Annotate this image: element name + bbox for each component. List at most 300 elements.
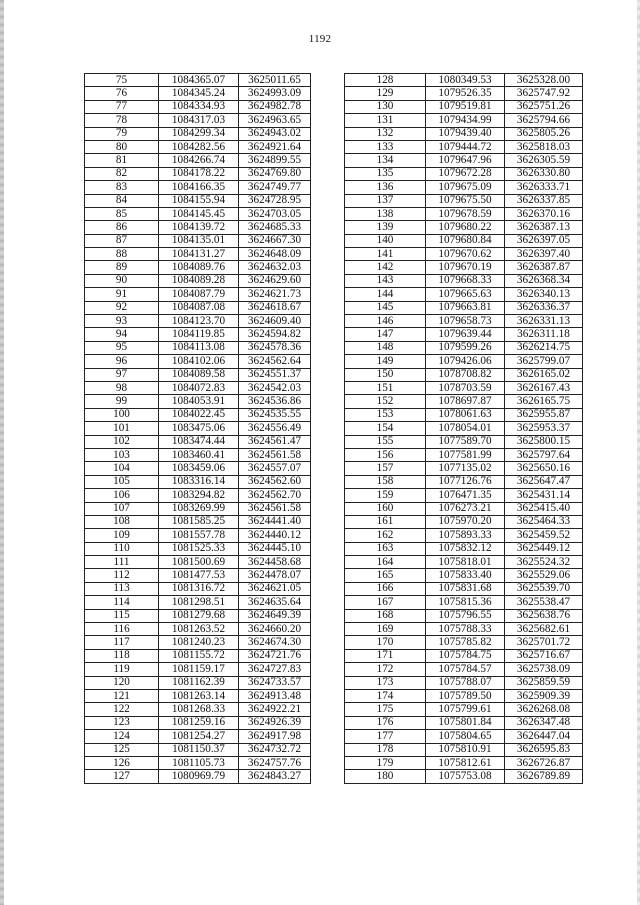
x-coordinate-cell: 1083459.06	[159, 462, 239, 475]
table-row	[85, 542, 311, 555]
point-number-cell: 167	[345, 596, 426, 609]
point-number-cell: 148	[345, 341, 426, 354]
point-number-cell: 140	[345, 234, 426, 247]
table-row	[85, 676, 311, 689]
point-number-cell: 111	[85, 556, 159, 569]
table-row	[85, 100, 311, 113]
table-row	[85, 355, 311, 368]
y-coordinate-cell: 3624685.33	[239, 221, 311, 234]
y-coordinate-cell: 3624667.30	[239, 234, 311, 247]
y-coordinate-cell: 3624445.10	[239, 542, 311, 555]
y-coordinate-cell: 3624913.48	[239, 689, 311, 702]
x-coordinate-cell: 1078697.87	[426, 395, 505, 408]
x-coordinate-cell: 1083474.44	[159, 435, 239, 448]
point-number-cell: 128	[345, 74, 426, 87]
y-coordinate-cell: 3625529.06	[505, 569, 583, 582]
point-number-cell: 126	[85, 756, 159, 769]
point-number-cell: 147	[345, 328, 426, 341]
x-coordinate-cell: 1084145.45	[159, 207, 239, 220]
y-coordinate-cell: 3624943.02	[239, 127, 311, 140]
point-number-cell: 113	[85, 582, 159, 595]
table-row	[85, 381, 311, 394]
coordinate-table-left	[84, 73, 311, 784]
point-number-cell: 115	[85, 609, 159, 622]
y-coordinate-cell: 3624609.40	[239, 315, 311, 328]
point-number-cell: 78	[85, 114, 159, 127]
x-coordinate-cell: 1084166.35	[159, 181, 239, 194]
x-coordinate-cell: 1079680.84	[426, 234, 505, 247]
x-coordinate-cell: 1083475.06	[159, 422, 239, 435]
y-coordinate-cell: 3625449.12	[505, 542, 583, 555]
point-number-cell: 171	[345, 649, 426, 662]
x-coordinate-cell: 1084334.93	[159, 100, 239, 113]
table-row	[85, 194, 311, 207]
y-coordinate-cell: 3624632.03	[239, 261, 311, 274]
table-row	[345, 381, 583, 394]
point-number-cell: 144	[345, 288, 426, 301]
table-row	[345, 623, 583, 636]
y-coordinate-cell: 3626387.13	[505, 221, 583, 234]
table-row	[345, 221, 583, 234]
table-row	[345, 74, 583, 87]
x-coordinate-cell: 1084282.56	[159, 140, 239, 153]
y-coordinate-cell: 3624542.03	[239, 381, 311, 394]
point-number-cell: 98	[85, 381, 159, 394]
table-row	[345, 435, 583, 448]
point-number-cell: 119	[85, 663, 159, 676]
y-coordinate-cell: 3625638.76	[505, 609, 583, 622]
x-coordinate-cell: 1076273.21	[426, 502, 505, 515]
y-coordinate-cell: 3625431.14	[505, 489, 583, 502]
table-row	[345, 529, 583, 542]
table-row	[85, 127, 311, 140]
x-coordinate-cell: 1075804.65	[426, 730, 505, 743]
point-number-cell: 105	[85, 475, 159, 488]
table-row	[85, 609, 311, 622]
point-number-cell: 108	[85, 515, 159, 528]
x-coordinate-cell: 1081298.51	[159, 596, 239, 609]
point-number-cell: 102	[85, 435, 159, 448]
x-coordinate-cell: 1084102.06	[159, 355, 239, 368]
table-row	[85, 167, 311, 180]
point-number-cell: 117	[85, 636, 159, 649]
point-number-cell: 162	[345, 529, 426, 542]
table-row	[85, 248, 311, 261]
y-coordinate-cell: 3625716.67	[505, 649, 583, 662]
y-coordinate-cell: 3625011.65	[239, 74, 311, 87]
y-coordinate-cell: 3624441.40	[239, 515, 311, 528]
x-coordinate-cell: 1079665.63	[426, 288, 505, 301]
point-number-cell: 103	[85, 448, 159, 461]
y-coordinate-cell: 3625539.70	[505, 582, 583, 595]
table-row	[345, 341, 583, 354]
y-coordinate-cell: 3624618.67	[239, 301, 311, 314]
y-coordinate-cell: 3624843.27	[239, 770, 311, 783]
y-coordinate-cell: 3624458.68	[239, 556, 311, 569]
y-coordinate-cell: 3625524.32	[505, 556, 583, 569]
x-coordinate-cell: 1081263.14	[159, 689, 239, 702]
y-coordinate-cell: 3624648.09	[239, 248, 311, 261]
table-row	[85, 448, 311, 461]
x-coordinate-cell: 1079680.22	[426, 221, 505, 234]
point-number-cell: 106	[85, 489, 159, 502]
y-coordinate-cell: 3624922.21	[239, 703, 311, 716]
x-coordinate-cell: 1084113.08	[159, 341, 239, 354]
table-row	[85, 315, 311, 328]
table-row	[345, 154, 583, 167]
table-row	[345, 515, 583, 528]
x-coordinate-cell: 1079675.09	[426, 181, 505, 194]
y-coordinate-cell: 3625738.09	[505, 663, 583, 676]
table-row	[345, 609, 583, 622]
x-coordinate-cell: 1075831.68	[426, 582, 505, 595]
x-coordinate-cell: 1081279.68	[159, 609, 239, 622]
table-row	[345, 288, 583, 301]
point-number-cell: 169	[345, 623, 426, 636]
table-row	[345, 422, 583, 435]
point-number-cell: 92	[85, 301, 159, 314]
y-coordinate-cell: 3624478.07	[239, 569, 311, 582]
point-number-cell: 161	[345, 515, 426, 528]
x-coordinate-cell: 1081585.25	[159, 515, 239, 528]
x-coordinate-cell: 1075784.75	[426, 649, 505, 662]
x-coordinate-cell: 1075833.40	[426, 569, 505, 582]
point-number-cell: 85	[85, 207, 159, 220]
y-coordinate-cell: 3624733.57	[239, 676, 311, 689]
table-row	[345, 261, 583, 274]
x-coordinate-cell: 1075789.50	[426, 689, 505, 702]
x-coordinate-cell: 1075799.61	[426, 703, 505, 716]
y-coordinate-cell: 3624535.55	[239, 408, 311, 421]
x-coordinate-cell: 1077589.70	[426, 435, 505, 448]
table-row	[85, 770, 311, 783]
y-coordinate-cell: 3626268.08	[505, 703, 583, 716]
point-number-cell: 95	[85, 341, 159, 354]
point-number-cell: 168	[345, 609, 426, 622]
table-row	[85, 703, 311, 716]
point-number-cell: 138	[345, 207, 426, 220]
point-number-cell: 110	[85, 542, 159, 555]
point-number-cell: 131	[345, 114, 426, 127]
y-coordinate-cell: 3625682.61	[505, 623, 583, 636]
x-coordinate-cell: 1075970.20	[426, 515, 505, 528]
y-coordinate-cell: 3626336.37	[505, 301, 583, 314]
x-coordinate-cell: 1075818.01	[426, 556, 505, 569]
point-number-cell: 149	[345, 355, 426, 368]
x-coordinate-cell: 1084155.94	[159, 194, 239, 207]
x-coordinate-cell: 1084139.72	[159, 221, 239, 234]
x-coordinate-cell: 1081155.72	[159, 649, 239, 662]
point-number-cell: 156	[345, 448, 426, 461]
table-row	[345, 475, 583, 488]
y-coordinate-cell: 3624993.09	[239, 87, 311, 100]
x-coordinate-cell: 1084053.91	[159, 395, 239, 408]
point-number-cell: 116	[85, 623, 159, 636]
table-row	[345, 328, 583, 341]
y-coordinate-cell: 3624926.39	[239, 716, 311, 729]
y-coordinate-cell: 3626368.34	[505, 274, 583, 287]
y-coordinate-cell: 3625647.47	[505, 475, 583, 488]
x-coordinate-cell: 1075810.91	[426, 743, 505, 756]
table-row	[345, 663, 583, 676]
table-row	[85, 743, 311, 756]
table-row	[345, 569, 583, 582]
table-row	[345, 703, 583, 716]
point-number-cell: 164	[345, 556, 426, 569]
point-number-cell: 76	[85, 87, 159, 100]
point-number-cell: 178	[345, 743, 426, 756]
y-coordinate-cell: 3626165.02	[505, 368, 583, 381]
y-coordinate-cell: 3625818.03	[505, 140, 583, 153]
y-coordinate-cell: 3626337.85	[505, 194, 583, 207]
y-coordinate-cell: 3626397.40	[505, 248, 583, 261]
table-row	[85, 301, 311, 314]
x-coordinate-cell: 1084119.85	[159, 328, 239, 341]
x-coordinate-cell: 1079678.59	[426, 207, 505, 220]
y-coordinate-cell: 3625464.33	[505, 515, 583, 528]
x-coordinate-cell: 1075784.57	[426, 663, 505, 676]
point-number-cell: 143	[345, 274, 426, 287]
point-number-cell: 146	[345, 315, 426, 328]
y-coordinate-cell: 3625751.26	[505, 100, 583, 113]
x-coordinate-cell: 1080969.79	[159, 770, 239, 783]
table-row	[345, 502, 583, 515]
table-row	[85, 341, 311, 354]
x-coordinate-cell: 1081150.37	[159, 743, 239, 756]
table-row	[85, 422, 311, 435]
point-number-cell: 104	[85, 462, 159, 475]
x-coordinate-cell: 1079639.44	[426, 328, 505, 341]
point-number-cell: 135	[345, 167, 426, 180]
y-coordinate-cell: 3624578.36	[239, 341, 311, 354]
y-coordinate-cell: 3626726.87	[505, 756, 583, 769]
y-coordinate-cell: 3625799.07	[505, 355, 583, 368]
table-row	[345, 730, 583, 743]
table-row	[85, 154, 311, 167]
table-row	[85, 221, 311, 234]
table-row	[345, 315, 583, 328]
x-coordinate-cell: 1084089.58	[159, 368, 239, 381]
point-number-cell: 124	[85, 730, 159, 743]
point-number-cell: 163	[345, 542, 426, 555]
point-number-cell: 107	[85, 502, 159, 515]
y-coordinate-cell: 3625415.40	[505, 502, 583, 515]
table-row	[345, 743, 583, 756]
x-coordinate-cell: 1079672.28	[426, 167, 505, 180]
table-row	[85, 556, 311, 569]
y-coordinate-cell: 3624621.73	[239, 288, 311, 301]
y-coordinate-cell: 3626311.18	[505, 328, 583, 341]
table-row	[345, 248, 583, 261]
point-number-cell: 125	[85, 743, 159, 756]
point-number-cell: 79	[85, 127, 159, 140]
table-row	[85, 87, 311, 100]
x-coordinate-cell: 1084022.45	[159, 408, 239, 421]
point-number-cell: 145	[345, 301, 426, 314]
y-coordinate-cell: 3624721.76	[239, 649, 311, 662]
point-number-cell: 139	[345, 221, 426, 234]
point-number-cell: 91	[85, 288, 159, 301]
table-row	[85, 596, 311, 609]
y-coordinate-cell: 3624621.05	[239, 582, 311, 595]
y-coordinate-cell: 3624963.65	[239, 114, 311, 127]
table-row	[85, 716, 311, 729]
table-row	[345, 542, 583, 555]
y-coordinate-cell: 3624635.64	[239, 596, 311, 609]
point-number-cell: 90	[85, 274, 159, 287]
y-coordinate-cell: 3624982.78	[239, 100, 311, 113]
y-coordinate-cell: 3625909.39	[505, 689, 583, 702]
point-number-cell: 172	[345, 663, 426, 676]
point-number-cell: 142	[345, 261, 426, 274]
table-row	[85, 207, 311, 220]
x-coordinate-cell: 1084135.01	[159, 234, 239, 247]
point-number-cell: 133	[345, 140, 426, 153]
x-coordinate-cell: 1081268.33	[159, 703, 239, 716]
y-coordinate-cell: 3626595.83	[505, 743, 583, 756]
y-coordinate-cell: 3624556.49	[239, 422, 311, 435]
y-coordinate-cell: 3624594.82	[239, 328, 311, 341]
point-number-cell: 166	[345, 582, 426, 595]
x-coordinate-cell: 1081525.33	[159, 542, 239, 555]
y-coordinate-cell: 3624703.05	[239, 207, 311, 220]
x-coordinate-cell: 1083316.14	[159, 475, 239, 488]
point-number-cell: 158	[345, 475, 426, 488]
point-number-cell: 130	[345, 100, 426, 113]
table-row	[85, 569, 311, 582]
x-coordinate-cell: 1079439.40	[426, 127, 505, 140]
point-number-cell: 176	[345, 716, 426, 729]
point-number-cell: 83	[85, 181, 159, 194]
x-coordinate-cell: 1079668.33	[426, 274, 505, 287]
table-row	[85, 462, 311, 475]
y-coordinate-cell: 3625701.72	[505, 636, 583, 649]
x-coordinate-cell: 1078703.59	[426, 381, 505, 394]
y-coordinate-cell: 3624732.72	[239, 743, 311, 756]
x-coordinate-cell: 1084089.28	[159, 274, 239, 287]
point-number-cell: 93	[85, 315, 159, 328]
point-number-cell: 112	[85, 569, 159, 582]
point-number-cell: 82	[85, 167, 159, 180]
point-number-cell: 123	[85, 716, 159, 729]
y-coordinate-cell: 3624562.70	[239, 489, 311, 502]
table-row	[345, 462, 583, 475]
table-row	[85, 649, 311, 662]
point-number-cell: 109	[85, 529, 159, 542]
x-coordinate-cell: 1079670.19	[426, 261, 505, 274]
x-coordinate-cell: 1081316.72	[159, 582, 239, 595]
x-coordinate-cell: 1075753.08	[426, 770, 505, 783]
table-row	[85, 140, 311, 153]
table-row	[85, 395, 311, 408]
x-coordinate-cell: 1084345.24	[159, 87, 239, 100]
y-coordinate-cell: 3624899.55	[239, 154, 311, 167]
point-number-cell: 137	[345, 194, 426, 207]
point-number-cell: 132	[345, 127, 426, 140]
y-coordinate-cell: 3625859.59	[505, 676, 583, 689]
x-coordinate-cell: 1081263.52	[159, 623, 239, 636]
table-row	[85, 74, 311, 87]
point-number-cell: 89	[85, 261, 159, 274]
point-number-cell: 122	[85, 703, 159, 716]
y-coordinate-cell: 3626340.13	[505, 288, 583, 301]
point-number-cell: 75	[85, 74, 159, 87]
point-number-cell: 174	[345, 689, 426, 702]
x-coordinate-cell: 1079670.62	[426, 248, 505, 261]
point-number-cell: 81	[85, 154, 159, 167]
y-coordinate-cell: 3624728.95	[239, 194, 311, 207]
table-row	[345, 676, 583, 689]
table-row	[345, 114, 583, 127]
table-row	[345, 301, 583, 314]
table-row	[345, 395, 583, 408]
point-number-cell: 152	[345, 395, 426, 408]
x-coordinate-cell: 1079599.26	[426, 341, 505, 354]
x-coordinate-cell: 1079658.73	[426, 315, 505, 328]
point-number-cell: 153	[345, 408, 426, 421]
x-coordinate-cell: 1080349.53	[426, 74, 505, 87]
table-row	[85, 274, 311, 287]
point-number-cell: 150	[345, 368, 426, 381]
point-number-cell: 101	[85, 422, 159, 435]
y-coordinate-cell: 3624562.60	[239, 475, 311, 488]
table-row	[345, 100, 583, 113]
y-coordinate-cell: 3625955.87	[505, 408, 583, 421]
x-coordinate-cell: 1077126.76	[426, 475, 505, 488]
y-coordinate-cell: 3624629.60	[239, 274, 311, 287]
x-coordinate-cell: 1075815.36	[426, 596, 505, 609]
y-coordinate-cell: 3624551.37	[239, 368, 311, 381]
y-coordinate-cell: 3626387.87	[505, 261, 583, 274]
coordinate-table-left-body	[85, 74, 311, 784]
point-number-cell: 77	[85, 100, 159, 113]
table-row	[85, 502, 311, 515]
table-row	[85, 636, 311, 649]
x-coordinate-cell: 1081159.17	[159, 663, 239, 676]
y-coordinate-cell: 3625805.26	[505, 127, 583, 140]
y-coordinate-cell: 3625459.52	[505, 529, 583, 542]
x-coordinate-cell: 1084365.07	[159, 74, 239, 87]
y-coordinate-cell: 3624769.80	[239, 167, 311, 180]
x-coordinate-cell: 1075832.12	[426, 542, 505, 555]
x-coordinate-cell: 1079526.35	[426, 87, 505, 100]
x-coordinate-cell: 1084089.76	[159, 261, 239, 274]
table-row	[345, 689, 583, 702]
x-coordinate-cell: 1079444.72	[426, 140, 505, 153]
coordinate-table-right-body	[345, 74, 583, 784]
table-row	[345, 140, 583, 153]
y-coordinate-cell: 3624440.12	[239, 529, 311, 542]
table-row	[85, 489, 311, 502]
x-coordinate-cell: 1084317.03	[159, 114, 239, 127]
x-coordinate-cell: 1075788.07	[426, 676, 505, 689]
table-row	[85, 408, 311, 421]
y-coordinate-cell: 3626370.16	[505, 207, 583, 220]
y-coordinate-cell: 3626167.43	[505, 381, 583, 394]
y-coordinate-cell: 3624674.30	[239, 636, 311, 649]
point-number-cell: 173	[345, 676, 426, 689]
point-number-cell: 160	[345, 502, 426, 515]
x-coordinate-cell: 1079426.06	[426, 355, 505, 368]
y-coordinate-cell: 3626397.05	[505, 234, 583, 247]
table-row	[85, 663, 311, 676]
table-row	[345, 556, 583, 569]
x-coordinate-cell: 1081477.53	[159, 569, 239, 582]
x-coordinate-cell: 1077581.99	[426, 448, 505, 461]
x-coordinate-cell: 1077135.02	[426, 462, 505, 475]
point-number-cell: 177	[345, 730, 426, 743]
x-coordinate-cell: 1075812.61	[426, 756, 505, 769]
